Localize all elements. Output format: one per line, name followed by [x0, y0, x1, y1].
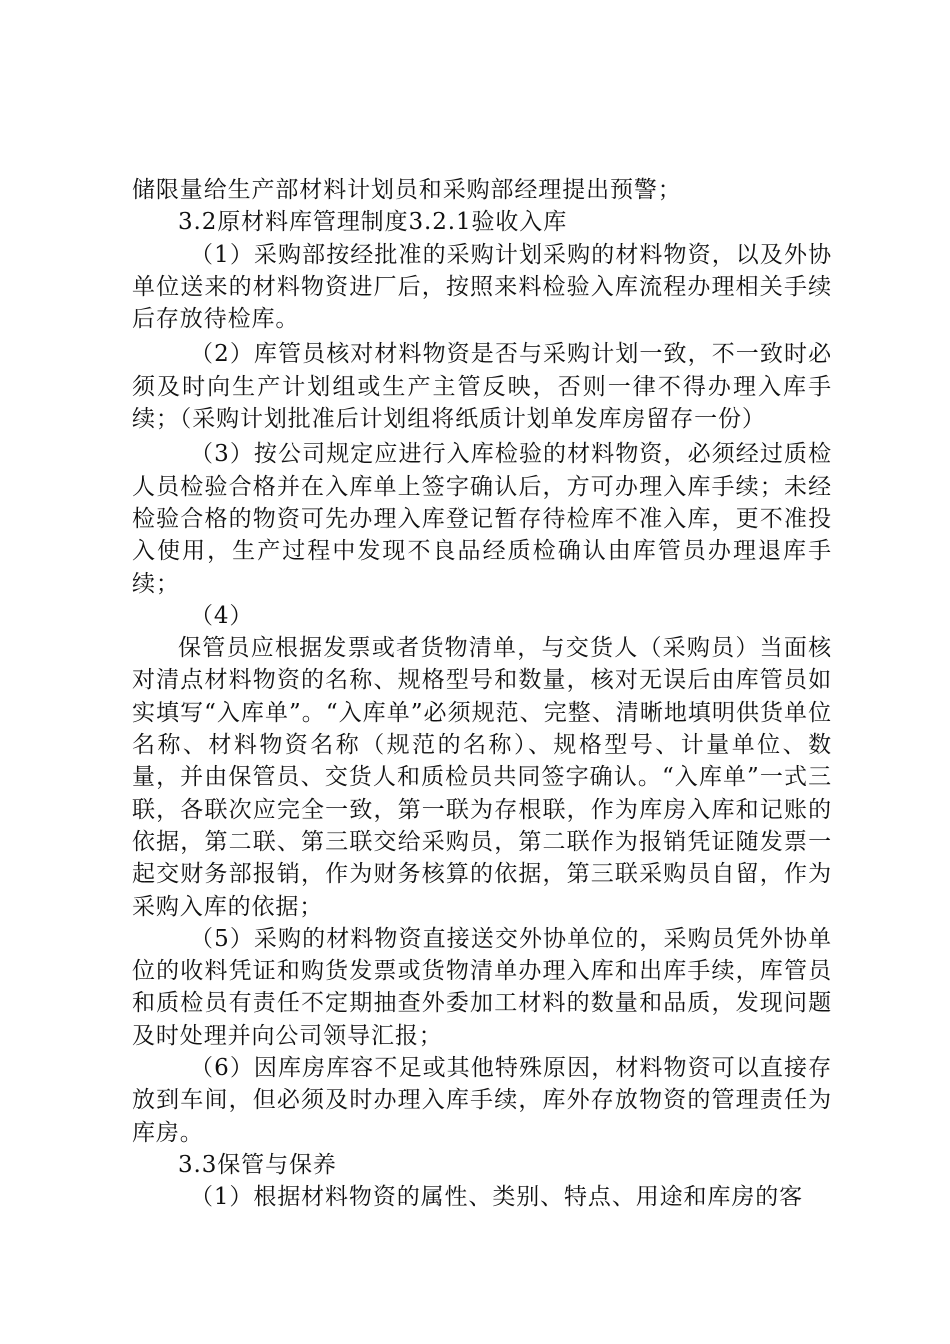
paragraph-continuation: 储限量给生产部材料计划员和采购部经理提出预警；: [132, 177, 682, 203]
paragraph-item-2: （2）库管员核对材料物资是否与采购计划一致，不一致时必须及时向生产计划组或生产主管反映，否则一律不得办理入库手续；（采购计划批准后计划组将纸质计划单发库房留存一份）: [132, 341, 832, 433]
paragraph-item-1: （1）采购部按经批准的采购计划采购的材料物资，以及外协单位送来的材料物资进厂后，按照来料检验入库流程办理相关手续后存放待检库。: [132, 241, 832, 333]
document-body: [132, 174, 832, 1214]
paragraph-item-3: （3）按公司规定应进行入库检验的材料物资，必须经过质检人员检验合格并在入库单上签字确认后，方可办理入库手续；未经检验合格的物资可先办理入库登记暂存待检库不准入库，更不准投入使用，生产过程中发现不良品经质检确认由库管员办理退库手续；: [132, 441, 832, 597]
paragraph-item-4: 保管员应根据发票或者货物清单，与交货人（采购员）当面核对清点材料物资的名称、规格型号和数量，核对无误后由库管员如实填写“入库单”。“入库单”必须规范、完整、清晰地填明供货单位名称、材料物资名称（规范的名称）、规格型号、计量单位、数量，并由保管员、交货人和质检员共同签字确认。“入库单”一式三联，各联次应完全一致，第一联为存根联，作为库房入库和记账的依据，第二联、第三联交给采购员，第二联作为报销凭证随发票一起交财务部报销，作为财务核算的依据，第三联采购员自留，作为采购入库的依据；: [132, 635, 832, 920]
section-heading-3-2: 3.2原材料库管理制度3.2.1验收入库: [178, 209, 568, 236]
paragraph-item-4-marker: （4）: [190, 602, 254, 629]
paragraph-item-6: （6）因库房库容不足或其他特殊原因，材料物资可以直接存放到车间，但必须及时办理入库手续，库外存放物资的管理责任为库房。: [132, 1055, 832, 1146]
section-heading-3-3: 3.3保管与保养: [178, 1151, 337, 1178]
paragraph-3-3-item-1: （1）根据材料物资的属性、类别、特点、用途和库房的客: [190, 1184, 804, 1211]
paragraph-item-5: （5）采购的材料物资直接送交外协单位的，采购员凭外协单位的收料凭证和购货发票或货物清单办理入库和出库手续，库管员和质检员有责任不定期抽查外委加工材料的数量和品质，发现问题及时处理并向公司领导汇报；: [132, 925, 832, 1049]
